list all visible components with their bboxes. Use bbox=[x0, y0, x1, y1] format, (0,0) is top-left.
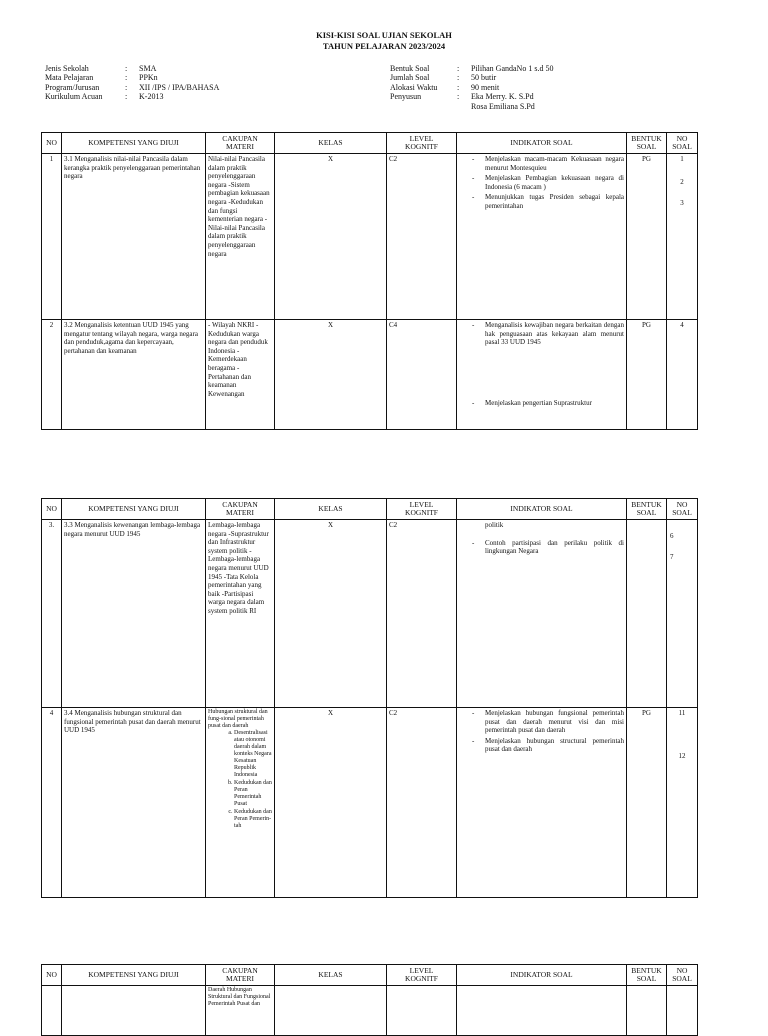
document-title: KISI-KISI SOAL UJIAN SEKOLAH bbox=[316, 30, 452, 40]
col-kelas: KELAS bbox=[275, 965, 387, 986]
col-bentuk-line1: BENTUK bbox=[631, 966, 662, 975]
col-nosoal-line1: NO bbox=[676, 966, 688, 975]
col-cakupan bbox=[206, 965, 275, 986]
meta-value: 90 menit bbox=[471, 82, 500, 92]
indikator-item: - Menjelaskan Pembagian kekuasaan negara di Indonesia (6 macam ) bbox=[459, 174, 624, 191]
cell-nosoal bbox=[667, 154, 698, 320]
meta-row-jumlah-soal bbox=[390, 73, 553, 82]
col-bentuk bbox=[627, 965, 667, 986]
col-bentuk-line2: SOAL bbox=[636, 142, 657, 151]
table-header-row bbox=[42, 499, 698, 520]
meta-colon: : bbox=[125, 73, 128, 83]
cell-kompetensi: 3.4 Menganalisis hubungan struktural dan fungsional pemerintah pusat dan daerah menurut UUD 1945 bbox=[62, 708, 206, 898]
meta-colon: : bbox=[457, 64, 460, 73]
document-subtitle: TAHUN PELAJARAN 2023/2024 bbox=[322, 41, 446, 51]
meta-value: XII /IPS / IPA/BAHASA bbox=[139, 82, 220, 92]
col-kelas: KELAS bbox=[275, 133, 387, 154]
cell-no: 4 bbox=[42, 708, 62, 898]
col-no: NO bbox=[42, 133, 62, 154]
meta-label: Bentuk Soal bbox=[390, 64, 430, 73]
col-nosoal-line2: SOAL bbox=[672, 508, 692, 517]
col-cakupan-line2: MATERI bbox=[226, 974, 254, 983]
col-level-line2: KOGNITF bbox=[405, 508, 438, 517]
col-level bbox=[387, 499, 457, 520]
cell-kompetensi: 3.2 Menganalisis ketentuan UUD 1945 yang mengatur tentang wilayah negara, warga negara dan penduduk,agama dan kepercayaan, pertahanan dan keamanan bbox=[62, 320, 206, 430]
meta-label: Kurikulum Acuan bbox=[45, 92, 103, 102]
meta-label: Penyusun bbox=[390, 92, 422, 102]
nosoal-value: 12 bbox=[678, 751, 686, 760]
col-level-line2: KOGNITF bbox=[405, 142, 438, 151]
col-level-line2: KOGNITF bbox=[405, 974, 438, 983]
cell-kelas bbox=[275, 986, 387, 1036]
cell-cakupan: Daerah Hubungan Struktural dan Fungsional Pemerintah Pusat dan bbox=[206, 986, 275, 1036]
cakupan-subitem: b. Kedudukan dan Peran Pemerintah Pusat bbox=[234, 780, 272, 808]
nosoal-value: 2 bbox=[680, 177, 684, 186]
meta-label bbox=[390, 102, 457, 111]
nosoal-value: 7 bbox=[670, 552, 674, 561]
cell-cakupan: - Wilayah NKRI - Kedudukan warga negara dan penduduk Indonesia - Kemerdekaan beragama - Pertahanan dan keamanan Kewenangan bbox=[206, 320, 275, 430]
meta-value: K-2013 bbox=[139, 92, 164, 102]
cell-bentuk: PG bbox=[627, 320, 667, 430]
meta-colon: : bbox=[125, 64, 128, 73]
col-kompetensi: KOMPETENSI YANG DIUJI bbox=[62, 965, 206, 986]
col-cakupan-line2: MATERI bbox=[226, 508, 254, 517]
col-kelas: KELAS bbox=[275, 499, 387, 520]
col-bentuk-line1: BENTUK bbox=[631, 500, 662, 509]
meta-row-penyusun bbox=[390, 92, 553, 101]
cell-cakupan bbox=[206, 708, 275, 898]
cell-indikator bbox=[457, 154, 627, 320]
col-kompetensi: KOMPETENSI YANG DIUJI bbox=[62, 499, 206, 520]
table-row bbox=[42, 708, 698, 898]
meta-row-jenis-sekolah bbox=[45, 64, 219, 73]
meta-right bbox=[390, 64, 553, 111]
cell-kelas: X bbox=[275, 154, 387, 320]
table-header-row bbox=[42, 965, 698, 986]
table-row bbox=[42, 520, 698, 708]
meta-label: Program/Jurusan bbox=[45, 82, 100, 92]
col-cakupan bbox=[206, 133, 275, 154]
cell-indikator bbox=[457, 986, 627, 1036]
meta-colon: : bbox=[457, 92, 460, 102]
meta-value: PPKn bbox=[139, 73, 158, 83]
meta-left bbox=[45, 64, 219, 102]
meta-colon: : bbox=[457, 73, 460, 83]
col-nosoal-line1: NO bbox=[676, 500, 688, 509]
cell-bentuk: PG bbox=[627, 154, 667, 320]
col-level-line1: LEVEL bbox=[409, 500, 434, 509]
cell-kompetensi bbox=[62, 986, 206, 1036]
meta-row-mata-pelajaran bbox=[45, 73, 219, 82]
meta-value: SMA bbox=[139, 64, 157, 73]
col-nosoal-line2: SOAL bbox=[672, 974, 692, 983]
col-nosoal bbox=[667, 133, 698, 154]
col-level bbox=[387, 133, 457, 154]
cell-level: C2 bbox=[387, 520, 457, 708]
table-row bbox=[42, 986, 698, 1036]
indikator-item: - Menjelaskan hubungan structural pemerintah pusat dan daerah bbox=[459, 737, 624, 754]
cell-kelas: X bbox=[275, 708, 387, 898]
cakupan-subitem: a. Desentralisasi atau otonomi daerah dalam konteks Negara Kesatuan Republik Indonesia bbox=[234, 730, 272, 779]
col-no: NO bbox=[42, 965, 62, 986]
cell-no: 3. bbox=[42, 520, 62, 708]
cell-bentuk bbox=[627, 986, 667, 1036]
meta-value: 50 butir bbox=[471, 73, 497, 83]
meta-colon: : bbox=[125, 92, 128, 102]
nosoal-value: 1 bbox=[680, 155, 684, 163]
cell-no: 1 bbox=[42, 154, 62, 320]
meta-row-program bbox=[45, 83, 219, 92]
meta-value: Pilihan GandaNo 1 s.d 50 bbox=[471, 64, 554, 73]
nosoal-value: 6 bbox=[670, 532, 674, 540]
kisi-table-2 bbox=[41, 498, 698, 898]
cell-level: C2 bbox=[387, 708, 457, 898]
cell-kelas: X bbox=[275, 520, 387, 708]
cell-bentuk bbox=[627, 520, 667, 708]
indikator-item: - Menunjukkan tugas Presiden sebagai kepala pemerintahan bbox=[459, 193, 624, 210]
table-row bbox=[42, 320, 698, 430]
col-cakupan-line1: CAKUPAN bbox=[222, 500, 258, 509]
kisi-table-1 bbox=[41, 132, 698, 430]
cell-nosoal bbox=[667, 708, 698, 898]
meta-row-kurikulum bbox=[45, 92, 219, 101]
meta-label: Alokasi Waktu bbox=[390, 82, 438, 92]
indikator-item: - Menjelaskan pengertian Suprastruktur bbox=[459, 399, 624, 408]
meta-row-bentuk-soal bbox=[390, 64, 553, 73]
cell-nosoal: 4 bbox=[667, 320, 698, 430]
cell-cakupan: Nilai-nilai Pancasila dalam praktik penyelenggaraan negara -Sistem pembagian kekuasaan negara -Kedudukan dan fungsi kementerian negara -Nilai-nilai Pancasila dalam praktik penyelenggaraan negara bbox=[206, 154, 275, 320]
cakupan-subitem: c. Kedudukan dan Peran Pemerin-tah bbox=[234, 809, 272, 830]
meta-value: Eka Merry. K. S.Pd bbox=[471, 92, 534, 102]
nosoal-value: 3 bbox=[680, 199, 684, 208]
col-nosoal bbox=[667, 965, 698, 986]
table-row bbox=[42, 154, 698, 320]
cakupan-intro: Hubungan struktural dan fung-sional pemerintah pusat dan daerah bbox=[208, 709, 268, 729]
col-nosoal-line1: NO bbox=[676, 134, 688, 143]
cell-bentuk: PG bbox=[627, 708, 667, 898]
meta-colon: : bbox=[457, 82, 460, 92]
nosoal-value: 11 bbox=[678, 709, 686, 717]
meta-label: Mata Pelajaran bbox=[45, 73, 94, 83]
col-bentuk bbox=[627, 133, 667, 154]
col-level bbox=[387, 965, 457, 986]
col-cakupan-line1: CAKUPAN bbox=[222, 134, 258, 143]
kisi-table-3 bbox=[41, 964, 698, 1036]
cell-cakupan: Lembaga-lembaga negara -Suprastruktur dan Infrastruktur system politik -Lembaga-lembaga negara menurut UUD 1945 -Tata Kelola pemerintahan yang baik -Partisipasi warga negara dalam system politik RI bbox=[206, 520, 275, 708]
meta-value: Rosa Emiliana S.Pd bbox=[471, 101, 535, 111]
cell-level bbox=[387, 986, 457, 1036]
indikator-item: - Menjelaskan hubungan fungsional pemerintah pusat dan daerah menurut visi dan misi pemerintah pusat dan daerah bbox=[459, 709, 624, 735]
col-indikator: INDIKATOR SOAL bbox=[457, 133, 627, 154]
meta-row-penyusun-2 bbox=[390, 102, 553, 111]
cell-nosoal bbox=[667, 520, 698, 708]
cell-kelas: X bbox=[275, 320, 387, 430]
cell-level: C2 bbox=[387, 154, 457, 320]
indikator-item: - Menganalisis kewajiban negara berkaitan dengan hak penguasaan atas kekayaan alam menurut pasal 33 UUD 1945 bbox=[459, 321, 624, 347]
meta-label: Jenis Sekolah bbox=[45, 64, 89, 73]
cell-no bbox=[42, 986, 62, 1036]
indikator-list bbox=[459, 321, 624, 407]
cell-nosoal bbox=[667, 986, 698, 1036]
meta-label: Jumlah Soal bbox=[390, 73, 430, 83]
col-cakupan bbox=[206, 499, 275, 520]
cell-kompetensi: 3.3 Menganalisis kewenangan lembaga-lembaga negara menurut UUD 1945 bbox=[62, 520, 206, 708]
cell-level: C4 bbox=[387, 320, 457, 430]
indikator-continuation: politik bbox=[485, 521, 504, 529]
col-cakupan-line1: CAKUPAN bbox=[222, 966, 258, 975]
cell-indikator bbox=[457, 708, 627, 898]
indikator-list bbox=[459, 709, 624, 754]
indikator-list bbox=[459, 155, 624, 211]
table-header-row bbox=[42, 133, 698, 154]
col-nosoal bbox=[667, 499, 698, 520]
cell-indikator bbox=[457, 520, 627, 708]
col-bentuk-line2: SOAL bbox=[636, 974, 657, 983]
indikator-item: - Menjelaskan macam-macam Kekuasaan negara menurut Montesquieu bbox=[459, 155, 624, 172]
col-level-line1: LEVEL bbox=[409, 966, 434, 975]
cell-indikator bbox=[457, 320, 627, 430]
indikator-list bbox=[459, 539, 624, 556]
col-bentuk-line1: BENTUK bbox=[631, 134, 662, 143]
indikator-item: - Contoh partisipasi dan perilaku politik di lingkungan Negara bbox=[459, 539, 624, 556]
col-cakupan-line2: MATERI bbox=[226, 142, 254, 151]
col-no: NO bbox=[42, 499, 62, 520]
col-indikator: INDIKATOR SOAL bbox=[457, 965, 627, 986]
col-indikator: INDIKATOR SOAL bbox=[457, 499, 627, 520]
meta-row-alokasi-waktu bbox=[390, 83, 553, 92]
col-kompetensi: KOMPETENSI YANG DIUJI bbox=[62, 133, 206, 154]
col-level-line1: LEVEL bbox=[409, 134, 434, 143]
cell-kompetensi: 3.1 Menganalisis nilai-nilai Pancasila dalam kerangka praktik penyelenggaraan pemerintahan negara bbox=[62, 154, 206, 320]
meta-colon: : bbox=[125, 82, 128, 92]
col-bentuk bbox=[627, 499, 667, 520]
cakupan-sublist bbox=[208, 730, 272, 830]
col-nosoal-line2: SOAL bbox=[672, 142, 692, 151]
cell-no: 2 bbox=[42, 320, 62, 430]
col-bentuk-line2: SOAL bbox=[636, 508, 657, 517]
